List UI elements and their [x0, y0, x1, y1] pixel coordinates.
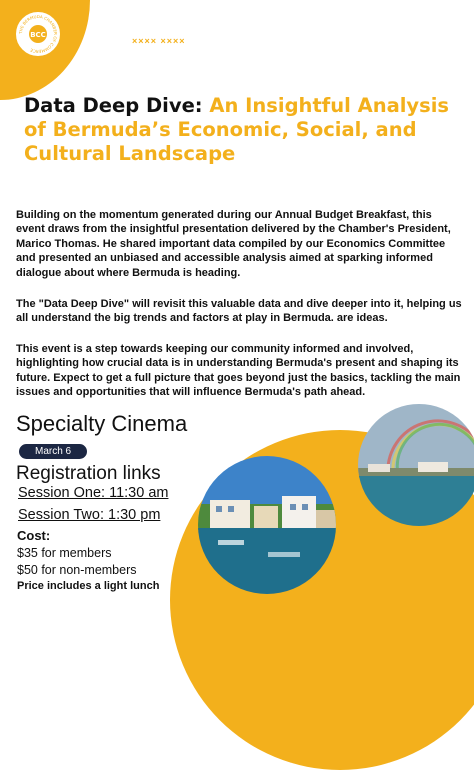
- event-title-lead: Data Deep Dive:: [24, 94, 203, 117]
- decorative-x-pattern: ×××× ××××: [132, 36, 186, 46]
- member-price: $35 for members: [17, 546, 112, 560]
- event-title: [24, 94, 464, 166]
- description-paragraph-1: Building on the momentum generated during our Annual Budget Breakfast, this event draws from the insightful presentation delivered by the Chamber's President, Marico Thomas. He shared important data compiled by our Economics Committee and presented an unbiased and accessible analysis aimed at sparking informed dialogue about where Bermuda is heading.: [16, 209, 451, 279]
- cost-heading: Cost:: [17, 528, 51, 543]
- event-venue: Specialty Cinema: [16, 411, 188, 436]
- non-member-price: $50 for non-members: [17, 563, 137, 577]
- svg-text:THE BERMUDA CHAMBER OF COMMERC: THE BERMUDA CHAMBER OF COMMERCE: [17, 13, 59, 55]
- event-date-badge: March 6: [19, 444, 87, 459]
- session-two-link[interactable]: Session Two: 1:30 pm: [18, 507, 161, 523]
- description-paragraph-2: The "Data Deep Dive" will revisit this valuable data and dive deeper into it, helping us all understand the big trends and factors at play in Bermuda. are ideas.: [16, 298, 462, 325]
- chamber-logo: [14, 10, 62, 58]
- description-paragraph-3: This event is a step towards keeping our community informed and involved, highlighting how crucial data is in understanding Bermuda's present and shaping its future. Expect to get a full picture that goes beyond just the basics, tackling the main issues and opportunities that will influence Bermuda's path ahead.: [16, 343, 461, 399]
- rainbow-harbour-photo: [358, 404, 474, 526]
- svg-text:BCC: BCC: [30, 31, 46, 39]
- logo-graphic: [16, 12, 60, 56]
- harbour-town-photo: [198, 456, 336, 594]
- session-one-link[interactable]: Session One: 11:30 am: [18, 485, 169, 501]
- registration-heading: Registration links: [16, 463, 161, 484]
- event-title-rest: An Insightful Analysis of Bermuda’s Economic, Social, and Cultural Landscape: [24, 94, 450, 165]
- price-note: Price includes a light lunch: [17, 580, 160, 592]
